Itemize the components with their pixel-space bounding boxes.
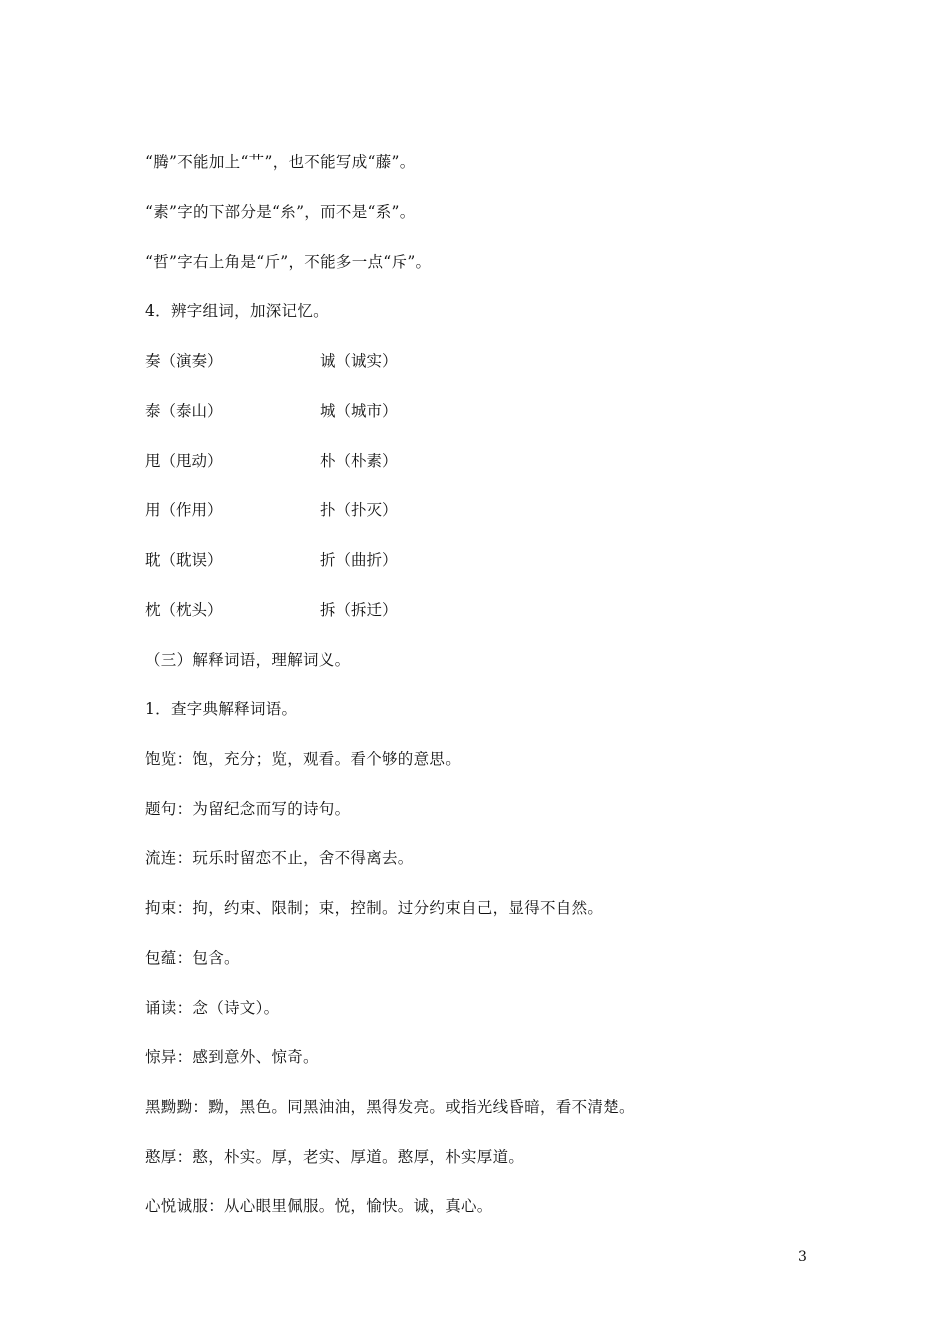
page-number: 3 [798,1249,807,1265]
section-heading: 4．辨字组词，加深记忆。 [145,302,329,320]
word-pair-row [145,500,745,520]
word-pair-row [145,451,745,471]
word-pair-left: 用（作用） [145,501,223,519]
definition-line: 黑黝黝：黝，黑色。同黑油油，黑得发亮。或指光线昏暗，看不清楚。 [145,1098,635,1116]
definition-line: 题句：为留纪念而写的诗句。 [145,800,351,818]
word-pair-row [145,401,745,421]
spelling-note: “腾”不能加上“艹”，也不能写成“藤”。 [145,153,416,171]
word-pair-right: 城（城市） [320,402,398,420]
definition-line: 流连：玩乐时留恋不止，舍不得离去。 [145,849,414,867]
word-pair-left: 甩（甩动） [145,452,223,470]
definition-line: 饱览：饱，充分；览，观看。看个够的意思。 [145,750,462,768]
word-pair-left: 泰（泰山） [145,402,223,420]
definition-line: 惊异：感到意外、惊奇。 [145,1048,319,1066]
definition-line: 诵读：念（诗文）。 [145,999,280,1017]
word-pair-right: 拆（拆迁） [320,601,398,619]
spelling-note: “哲”字右上角是“斤”，不能多一点“斥”。 [145,253,432,271]
word-pair-left: 奏（演奏） [145,352,223,370]
definition-line: 憨厚：憨，朴实。厚，老实、厚道。憨厚，朴实厚道。 [145,1148,525,1166]
definition-line: 心悦诚服：从心眼里佩服。悦，愉快。诚，真心。 [145,1197,493,1215]
word-pair-right: 扑（扑灭） [320,501,398,519]
part-heading: （三）解释词语，理解词义。 [145,651,351,669]
word-pair-row [145,600,745,620]
word-pair-row [145,550,745,570]
section-heading: 1．查字典解释词语。 [145,700,298,718]
word-pair-left: 枕（枕头） [145,601,223,619]
word-pair-right: 折（曲折） [320,551,398,569]
spelling-note: “素”字的下部分是“糸”，而不是“系”。 [145,203,416,221]
word-pair-right: 朴（朴素） [320,452,398,470]
word-pair-row [145,351,745,371]
word-pair-left: 耽（耽误） [145,551,223,569]
word-pair-right: 诚（诚实） [320,352,398,370]
definition-line: 包蕴：包含。 [145,949,240,967]
definition-line: 拘束：拘，约束、限制；束，控制。过分约束自己，显得不自然。 [145,899,604,917]
